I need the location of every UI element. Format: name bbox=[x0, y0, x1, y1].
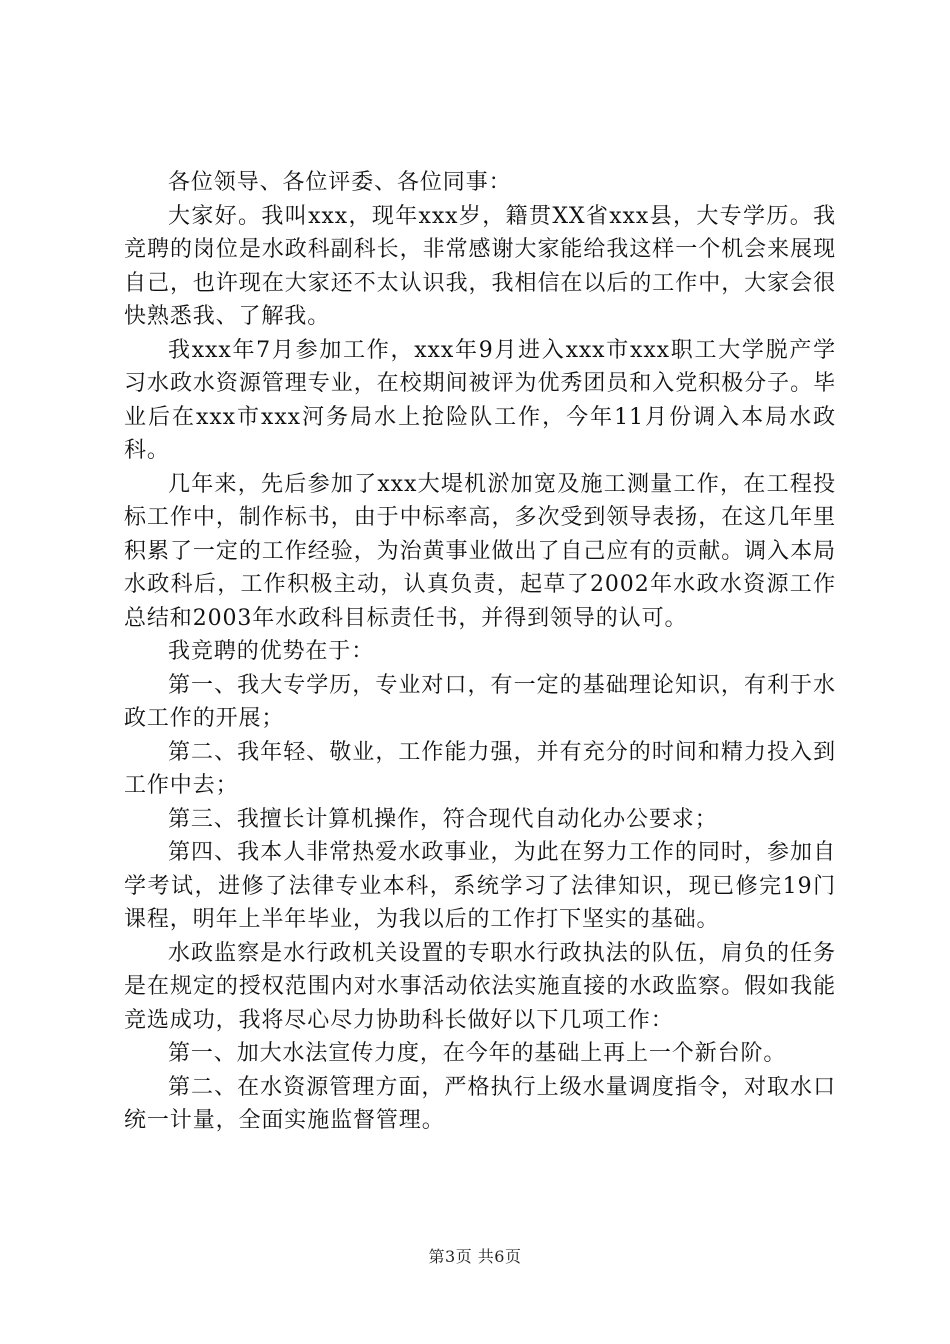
page-total: 共6页 bbox=[477, 1247, 522, 1266]
paragraph-advantage-4: 第四、我本人非常热爱水政事业，为此在努力工作的同时，参加自学考试，进修了法律专业本科，系统学习了法律知识，现已修完19门课程，明年上半年毕业，为我以后的工作打下坚实的基础。 bbox=[124, 840, 836, 932]
document-body bbox=[124, 166, 836, 1138]
paragraph-advantage-2: 第二、我年轻、敬业，工作能力强，并有充分的时间和精力投入到工作中去； bbox=[124, 739, 836, 798]
paragraph-advantage-3: 第三、我擅长计算机操作，符合现代自动化办公要求； bbox=[168, 806, 718, 832]
paragraph-experience: 几年来，先后参加了xxx大堤机淤加宽及施工测量工作，在工程投标工作中，制作标书，由于中标率高，多次受到领导表扬，在这几年里积累了一定的工作经验，为治黄事业做出了自己应有的贡献。调入本局水政科后，工作积极主动，认真负责，起草了2002年水政水资源工作总结和2003年水政科目标责任书，并得到领导的认可。 bbox=[124, 471, 836, 631]
paragraph-advantages-heading: 我竞聘的优势在于： bbox=[168, 639, 375, 664]
page-number: 第3页 bbox=[428, 1247, 473, 1266]
paragraph-introduction: 大家好。我叫xxx，现年xxx岁，籍贯XX省xxx县，大专学历。我竞聘的岗位是水政科副科长，非常感谢大家能给我这样一个机会来展现自己，也许现在大家还不太认识我，我相信在以后的工作中，大家会很快熟悉我、了解我。 bbox=[124, 203, 836, 329]
paragraph-advantage-1: 第一、我大专学历，专业对口，有一定的基础理论知识，有利于水政工作的开展； bbox=[124, 672, 836, 731]
paragraph-plan-2: 第二、在水资源管理方面，严格执行上级水量调度指令，对取水口统一计量，全面实施监督管理。 bbox=[124, 1074, 836, 1133]
paragraph-plan-1: 第一、加大水法宣传力度，在今年的基础上再上一个新台阶。 bbox=[168, 1041, 787, 1066]
page-footer bbox=[0, 1244, 950, 1267]
paragraph-work-history: 我xxx年7月参加工作，xxx年9月进入xxx市xxx职工大学脱产学习水政水资源管理专业，在校期间被评为优秀团员和入党积极分子。毕业后在xxx市xxx河务局水上抢险队工作，今年11月份调入本局水政科。 bbox=[124, 337, 836, 463]
salutation: 各位领导、各位评委、各位同事： bbox=[168, 170, 512, 195]
paragraph-supervision: 水政监察是水行政机关设置的专职水行政执法的队伍，肩负的任务是在规定的授权范围内对水事活动依法实施直接的水政监察。假如我能竞选成功，我将尽心尽力协助科长做好以下几项工作： bbox=[124, 940, 836, 1033]
